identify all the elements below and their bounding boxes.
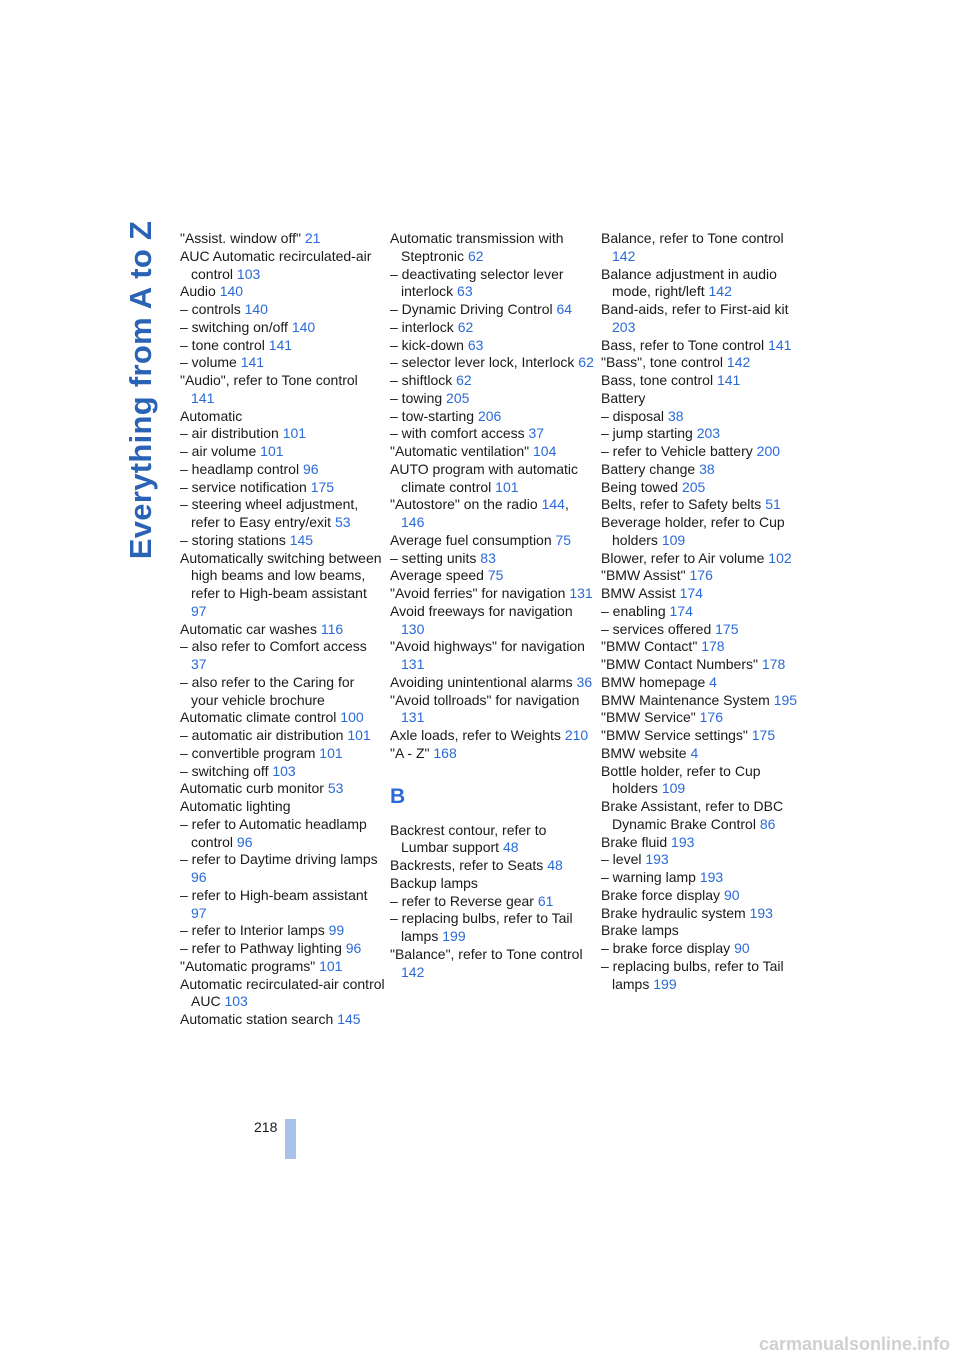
index-term: – refer to Reverse gear (390, 892, 534, 909)
page-reference-link[interactable]: 175 (715, 620, 739, 637)
page-reference-link[interactable]: 51 (765, 496, 781, 513)
index-term: "Avoid ferries" for navigation (390, 585, 566, 601)
index-entry (601, 692, 806, 710)
index-entry (180, 372, 385, 408)
index-entry (601, 638, 806, 656)
index-term: – controls (180, 301, 241, 317)
index-term: – steering wheel adjustment, refer to Easy entry/exit (180, 496, 359, 530)
index-term: "Avoid tollroads" for navigation (390, 691, 580, 708)
index-term: Average speed (390, 567, 484, 584)
page-reference-link[interactable]: 205 (446, 389, 470, 406)
page-reference-link[interactable]: 142 (708, 283, 732, 300)
index-term: – volume (180, 354, 237, 371)
index-entry (601, 496, 806, 514)
page-reference-link[interactable]: 62 (467, 247, 484, 264)
index-term: "Balance", refer to Tone control (390, 945, 583, 962)
index-term: – headlamp control (180, 460, 300, 477)
index-term: – tone control (180, 336, 265, 353)
index-term: Automatic lighting (180, 798, 291, 814)
index-term: – enabling (601, 602, 666, 619)
index-term: – air distribution (180, 425, 279, 442)
page-reference-link[interactable]: 175 (310, 478, 335, 495)
page-reference-link[interactable]: 64 (556, 301, 573, 317)
index-entry (390, 674, 595, 692)
index-term: – refer to High-beam assistant (180, 886, 368, 903)
index-entry (390, 857, 595, 875)
index-entry (601, 585, 806, 603)
index-term: – selector lever lock, Interlock (390, 354, 575, 371)
page-reference-link[interactable]: 146 (401, 514, 425, 530)
index-term: "BMW Assist" (601, 567, 686, 584)
page-reference-link[interactable]: 38 (667, 407, 684, 424)
index-term: Balance adjustment in audio mode, right/left (601, 265, 777, 300)
index-entry (601, 745, 806, 763)
page-reference-link[interactable]: 37 (528, 425, 545, 442)
page-reference-link[interactable]: 142 (726, 354, 751, 371)
index-entry (180, 1011, 385, 1029)
page-reference-link[interactable]: 63 (467, 336, 484, 353)
index-term: – setting units (390, 549, 477, 566)
index-term: Automatic station search (180, 1011, 334, 1027)
index-term: Backup lamps (390, 874, 478, 891)
index-entry (601, 869, 806, 887)
page-reference-link[interactable]: 4 (709, 673, 717, 690)
index-term: "Assist. window off" (180, 230, 301, 246)
index-entry (390, 425, 595, 443)
page-reference-link[interactable]: 178 (761, 656, 786, 672)
index-entry (390, 390, 595, 408)
index-entry (601, 443, 806, 461)
index-term: Bass, tone control (601, 372, 714, 388)
index-term: Battery change (601, 460, 696, 477)
index-term: "BMW Contact" (601, 638, 698, 655)
page-reference-link[interactable]: 63 (457, 283, 473, 300)
index-term: AUC Automatic recirculated-air control (180, 247, 372, 282)
page-reference-link[interactable]: 101 (495, 478, 519, 495)
index-entry (180, 248, 385, 284)
page-number-bar (285, 1119, 296, 1159)
index-entry (390, 461, 595, 497)
index-term: – refer to Pathway lighting (180, 940, 342, 956)
index-entry (390, 266, 595, 302)
page-number: 218 (254, 1119, 278, 1135)
page-reference-link[interactable]: 141 (716, 372, 741, 388)
page-reference-link[interactable]: 141 (240, 354, 265, 371)
page-reference-link[interactable]: 103 (236, 265, 261, 282)
page-reference-link[interactable]: 90 (723, 886, 740, 903)
index-term: Brake lamps (601, 922, 679, 939)
index-term: – refer to Vehicle battery (601, 443, 753, 459)
page-reference-link[interactable]: 97 (191, 904, 207, 921)
index-term: – services offered (601, 620, 712, 637)
index-term: "Audio", refer to Tone control (180, 372, 358, 388)
page-reference-link[interactable]: 48 (502, 839, 519, 856)
index-entry (390, 822, 595, 858)
page-reference-link[interactable]: 37 (191, 656, 207, 672)
index-entry (180, 709, 385, 727)
index-entry (601, 461, 806, 479)
page-reference-link[interactable]: 38 (699, 460, 715, 477)
page-reference-link[interactable]: 96 (236, 833, 253, 850)
index-term: Automatic recirculated-air control AUC (180, 975, 385, 1010)
index-entry (180, 408, 385, 426)
page-reference-link[interactable]: 99 (328, 922, 345, 939)
index-entry (601, 301, 806, 337)
page-reference-link[interactable]: 101 (319, 957, 343, 974)
page-reference-link[interactable]: 101 (319, 744, 343, 761)
page-reference-link[interactable]: 102 (768, 549, 792, 566)
page-reference-link[interactable]: 86 (759, 815, 776, 832)
index-entry (180, 727, 385, 745)
page-reference-link[interactable]: 141 (268, 336, 293, 353)
index-term: BMW website (601, 744, 687, 761)
index-term: BMW homepage (601, 673, 706, 690)
index-term: – refer to Automatic headlamp control (180, 815, 367, 850)
index-term: Beverage holder, refer to Cup holders (601, 514, 785, 548)
index-term: Battery (601, 389, 646, 406)
side-section-title (123, 220, 159, 560)
index-term: "Autostore" on the radio (390, 496, 538, 513)
page-reference-link[interactable]: 116 (320, 620, 344, 637)
index-entry (601, 567, 806, 585)
index-entry (601, 408, 806, 426)
index-entry (180, 443, 385, 461)
index-term: – convertible program (180, 744, 316, 761)
page-reference-link[interactable]: 205 (681, 478, 706, 495)
index-term: – air volume (180, 443, 257, 459)
index-term: – switching off (180, 762, 269, 779)
page-reference-link[interactable]: 36 (576, 673, 593, 690)
page-reference-link[interactable]: 200 (756, 443, 781, 459)
index-entry (601, 763, 806, 799)
index-entry (180, 354, 385, 372)
index-term: "BMW Contact Numbers" (601, 656, 758, 672)
page-reference-link[interactable]: 193 (645, 851, 669, 868)
index-entry (390, 319, 595, 337)
index-entry (390, 893, 595, 911)
index-term: Avoid freeways for navigation (390, 602, 573, 619)
index-entry (180, 425, 385, 443)
index-entry (180, 763, 385, 781)
index-term: Brake fluid (601, 833, 668, 850)
page-reference-link[interactable]: 142 (612, 247, 636, 264)
index-entry (601, 390, 806, 408)
page-reference-link[interactable]: 4 (690, 744, 699, 761)
page-reference-link[interactable]: 62 (578, 354, 594, 371)
page-reference-link[interactable]: 103 (224, 993, 248, 1010)
index-term: – warning lamp (601, 869, 696, 885)
page-reference-link[interactable]: 96 (345, 940, 362, 956)
index-entry (601, 372, 806, 390)
index-term: "Bass", tone control (601, 354, 724, 371)
index-term: – switching on/off (180, 318, 288, 335)
page-reference-link[interactable]: 203 (696, 425, 721, 442)
index-term: – service notification (180, 478, 307, 495)
index-entry (601, 603, 806, 621)
page-reference-link[interactable]: 174 (679, 585, 703, 601)
page-reference-link[interactable]: 145 (289, 531, 314, 548)
index-entry (390, 354, 595, 372)
index-entry (601, 834, 806, 852)
index-entry (390, 230, 595, 266)
index-term: Audio (180, 283, 216, 300)
page-reference-link[interactable]: 193 (671, 833, 695, 850)
index-entry (601, 550, 806, 568)
index-entry (180, 922, 385, 940)
index-entry (390, 910, 595, 946)
page-reference-link[interactable]: 90 (734, 940, 750, 956)
index-term: Brake force display (601, 886, 721, 903)
index-entry (390, 585, 595, 603)
index-entry (390, 946, 595, 982)
index-term: – level (601, 851, 642, 868)
index-term: – refer to Interior lamps (180, 922, 325, 939)
index-term: Brake Assistant, refer to DBC Dynamic Brake Control (601, 798, 784, 832)
page-reference-link[interactable]: 109 (661, 531, 686, 548)
index-entry (601, 905, 806, 923)
page-reference-link[interactable]: 140 (219, 283, 244, 300)
page-reference-link[interactable]: 178 (701, 638, 725, 655)
index-entry (601, 337, 806, 355)
index-term: "BMW Service settings" (601, 727, 748, 743)
page-reference-link[interactable]: 144 (541, 496, 565, 513)
side-section-title-text: Everything from A to Z (123, 220, 158, 560)
index-entry (601, 266, 806, 302)
index-entry (390, 443, 595, 461)
index-entry (601, 922, 806, 940)
index-column-1 (180, 230, 385, 1029)
index-entry (601, 230, 806, 266)
index-column-2 (390, 230, 595, 981)
index-term: "A - Z" (390, 744, 430, 761)
page-reference-link[interactable]: 203 (612, 318, 636, 335)
page-reference-link[interactable]: 75 (555, 531, 572, 548)
index-entry (601, 709, 806, 727)
index-term: Bass, refer to Tone control (601, 336, 765, 353)
index-entry (390, 727, 595, 745)
index-term: Band-aids, refer to First-aid kit (601, 301, 789, 317)
index-entry (601, 425, 806, 443)
index-entry (180, 479, 385, 497)
index-term: Automatic climate control (180, 709, 337, 726)
index-term: Backrest contour, refer to Lumbar support (390, 821, 547, 856)
page-reference-link[interactable]: 83 (480, 549, 496, 566)
index-entry (390, 301, 595, 319)
index-entry (390, 875, 595, 893)
index-term: Automatically switching between high beams and low beams, refer to High-beam assistant (180, 549, 382, 601)
index-term: – jump starting (601, 425, 693, 442)
page-reference-link[interactable]: 61 (537, 892, 554, 909)
index-entry (601, 958, 806, 994)
index-entry (180, 230, 385, 248)
index-entry (180, 958, 385, 976)
index-entry (390, 550, 595, 568)
page-reference-link[interactable]: 141 (768, 336, 792, 353)
page-reference-link[interactable]: 141 (191, 389, 215, 406)
index-entry (390, 567, 595, 585)
page-reference-link[interactable]: 103 (272, 762, 296, 779)
index-entry (390, 337, 595, 355)
page-reference-link[interactable]: 53 (334, 514, 351, 530)
index-entry (601, 798, 806, 834)
index-term: Blower, refer to Air volume (601, 549, 765, 566)
index-entry (390, 692, 595, 728)
index-entry (180, 461, 385, 479)
page-reference-link[interactable]: 130 (401, 620, 425, 637)
index-entry (180, 496, 385, 532)
page-reference-link[interactable]: 206 (477, 407, 502, 424)
page-reference-link[interactable]: 199 (442, 928, 466, 944)
page-reference-link[interactable]: 131 (569, 585, 593, 601)
index-entry (390, 532, 595, 550)
index-term: "Avoid highways" for navigation (390, 638, 585, 655)
index-term: Brake hydraulic system (601, 904, 746, 921)
section-letter: B (390, 784, 406, 808)
index-term: – deactivating selector lever interlock (390, 265, 564, 300)
index-term: Automatic (180, 407, 243, 424)
page-reference-link[interactable]: 101 (260, 443, 284, 459)
page-reference-link[interactable]: 140 (244, 301, 268, 317)
page-reference-link[interactable]: 193 (749, 904, 773, 921)
index-entry (390, 372, 595, 390)
page-reference-link[interactable]: 100 (340, 709, 364, 726)
page-reference-link[interactable]: 193 (699, 869, 724, 885)
index-term: Belts, refer to Safety belts (601, 496, 762, 513)
page-reference-link[interactable]: 142 (401, 963, 425, 980)
index-term: Backrests, refer to Seats (390, 857, 544, 873)
page-reference-link[interactable]: 168 (433, 744, 457, 761)
index-term: – with comfort access (390, 425, 525, 442)
page-reference-link[interactable]: 75 (487, 567, 504, 584)
index-term: – brake force display (601, 940, 731, 956)
index-entry (180, 532, 385, 550)
index-entry (390, 603, 595, 639)
watermark: carmanualsonline.info (758, 1334, 950, 1354)
index-entry (601, 514, 806, 550)
index-term: Automatic transmission with Steptronic (390, 230, 564, 264)
index-entry (180, 976, 385, 1012)
index-entry (601, 940, 806, 958)
index-entry (180, 816, 385, 852)
page-reference-link[interactable]: 21 (304, 230, 321, 246)
index-term: – also refer to the Caring for your vehicle brochure (180, 673, 355, 708)
index-entry (180, 745, 385, 763)
index-entry (390, 638, 595, 674)
index-term: – storing stations (180, 531, 286, 548)
page-reference-link[interactable]: 176 (689, 567, 713, 584)
index-term: – refer to Daytime driving lamps (180, 851, 378, 868)
index-term: "Automatic programs" (180, 957, 316, 974)
index-term: Being towed (601, 478, 679, 495)
page-reference-link[interactable]: 96 (191, 869, 207, 885)
index-entry (390, 408, 595, 426)
index-entry (601, 621, 806, 639)
index-term: Balance, refer to Tone control (601, 230, 784, 246)
index-term: – automatic air distribution (180, 727, 344, 743)
index-term: AUTO program with automatic climate control (390, 460, 579, 495)
index-entry (390, 745, 595, 763)
index-entry: "Autostore" on the radio 144, 146 (390, 496, 569, 530)
index-entry (180, 550, 385, 621)
index-term: – kick-down (390, 336, 464, 353)
index-entry (601, 851, 806, 869)
index-entry (180, 887, 385, 923)
page-reference-link[interactable]: 62 (456, 372, 472, 388)
page-reference-link[interactable]: 199 (653, 975, 677, 992)
index-entry (601, 887, 806, 905)
index-entry (180, 780, 385, 798)
index-term: Average fuel consumption (390, 531, 552, 548)
index-term: "BMW Service" (601, 709, 696, 726)
index-term: "Automatic ventilation" (390, 443, 530, 459)
index-term: Automatic curb monitor (180, 780, 324, 797)
index-entry (180, 621, 385, 639)
page-reference-link[interactable]: 109 (661, 780, 686, 797)
index-entry (180, 851, 385, 887)
index-entry (601, 479, 806, 497)
page-reference-link[interactable]: 140 (291, 318, 316, 335)
page-reference-link[interactable]: 176 (699, 709, 723, 726)
index-term: – tow-starting (390, 407, 475, 424)
index-entry (180, 940, 385, 958)
index-entry (601, 354, 806, 372)
index-term: – towing (390, 389, 443, 406)
page-reference-link[interactable]: 174 (669, 602, 693, 619)
index-entry (180, 798, 385, 816)
index-entry (180, 638, 385, 674)
index-term: Avoiding unintentional alarms (390, 673, 573, 690)
index-entry (180, 301, 385, 319)
page-reference-link[interactable]: 210 (564, 727, 589, 743)
index-column-3 (601, 230, 806, 993)
page-reference-link[interactable]: 97 (191, 602, 207, 619)
index-entry (601, 674, 806, 692)
index-entry (180, 674, 385, 710)
page-reference-link[interactable]: 131 (401, 709, 425, 726)
page-reference-link[interactable]: 175 (751, 727, 776, 743)
index-term: Automatic car washes (180, 620, 317, 637)
index-term: Bottle holder, refer to Cup holders (601, 762, 761, 797)
page-reference-link[interactable]: 101 (282, 425, 307, 442)
index-term: – interlock (390, 318, 454, 335)
page-reference-link[interactable]: 96 (302, 460, 319, 477)
page-reference-link[interactable]: 195 (773, 691, 798, 708)
index-entry (180, 337, 385, 355)
index-entry (180, 283, 385, 301)
index-term: – disposal (601, 407, 665, 424)
index-term: – replacing bulbs, refer to Tail lamps (390, 910, 573, 944)
page-reference-link[interactable]: 101 (347, 727, 371, 743)
index-term: – also refer to Comfort access (180, 638, 367, 655)
page-reference-link[interactable]: 104 (533, 443, 557, 459)
index-entry (180, 319, 385, 337)
index-term: – Dynamic Driving Control (390, 301, 553, 317)
page-reference-link[interactable]: 53 (327, 780, 344, 797)
page-reference-link[interactable]: 145 (337, 1011, 361, 1027)
page-reference-link[interactable]: 131 (401, 656, 425, 672)
index-entry (601, 656, 806, 674)
index-term: Axle loads, refer to Weights (390, 727, 561, 743)
page-reference-link[interactable]: 48 (547, 857, 563, 873)
page-reference-link[interactable]: 62 (457, 318, 474, 335)
index-entry (601, 727, 806, 745)
index-term: BMW Maintenance System (601, 691, 770, 708)
index-term: – replacing bulbs, refer to Tail lamps (601, 957, 784, 992)
index-term: BMW Assist (601, 585, 676, 601)
index-term: – shiftlock (390, 372, 453, 388)
